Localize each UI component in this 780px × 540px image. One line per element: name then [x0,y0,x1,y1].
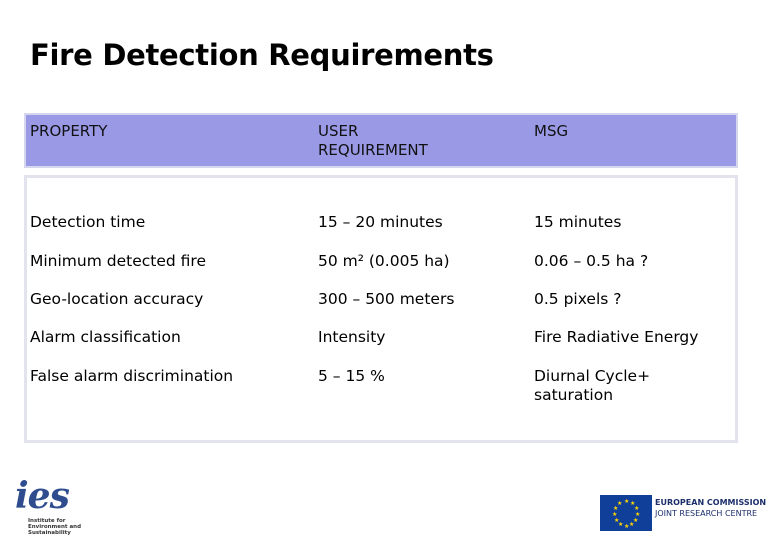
svg-text:★: ★ [635,511,641,518]
svg-text:★: ★ [630,500,636,507]
eu-flag-icon [600,495,652,531]
cell-user-requirement: 300 – 500 meters [318,290,455,308]
svg-text:★: ★ [618,521,624,528]
svg-text:★: ★ [617,500,623,507]
cell-msg: Diurnal Cycle+ saturation [534,367,651,404]
svg-text:★: ★ [629,521,635,528]
cell-property: Detection time [30,213,146,231]
cell-property: Geo-location accuracy [30,290,204,308]
ies-logo-subtitle: Institute for Environment and Sustainability [28,518,82,536]
svg-text:★: ★ [624,523,630,530]
cell-property: Alarm classification [30,328,181,346]
column-header-user-requirement: USER REQUIREMENT [318,122,428,159]
cell-property: Minimum detected fire [30,252,206,270]
cell-msg: 0.5 pixels ? [534,290,622,308]
cell-msg: Fire Radiative Energy [534,328,699,346]
svg-text:★: ★ [614,517,620,524]
svg-text:★: ★ [634,505,640,512]
cell-msg: 0.06 – 0.5 ha ? [534,252,649,270]
ies-logo-mark: ies [15,475,69,517]
svg-text:★: ★ [633,517,639,524]
cell-user-requirement: 5 – 15 % [318,367,385,385]
column-header-msg: MSG [534,122,569,140]
ies-logo [10,472,90,538]
cell-user-requirement: 50 m² (0.005 ha) [318,252,450,270]
cell-property: False alarm discrimination [30,367,234,385]
svg-text:★: ★ [624,498,630,505]
ec-logo-text [655,497,766,519]
cell-user-requirement: 15 – 20 minutes [318,213,443,231]
cell-user-requirement: Intensity [318,328,386,346]
cell-msg: 15 minutes [534,213,622,231]
svg-text:★: ★ [612,511,618,518]
column-header-property: PROPERTY [30,122,108,140]
page-title: Fire Detection Requirements [30,38,494,72]
ec-logo-line1: EUROPEAN COMMISSION [655,498,767,507]
ec-logo-line2: JOINT RESEARCH CENTRE [655,509,758,518]
ec-jrc-logo [600,495,770,531]
svg-text:★: ★ [613,505,619,512]
